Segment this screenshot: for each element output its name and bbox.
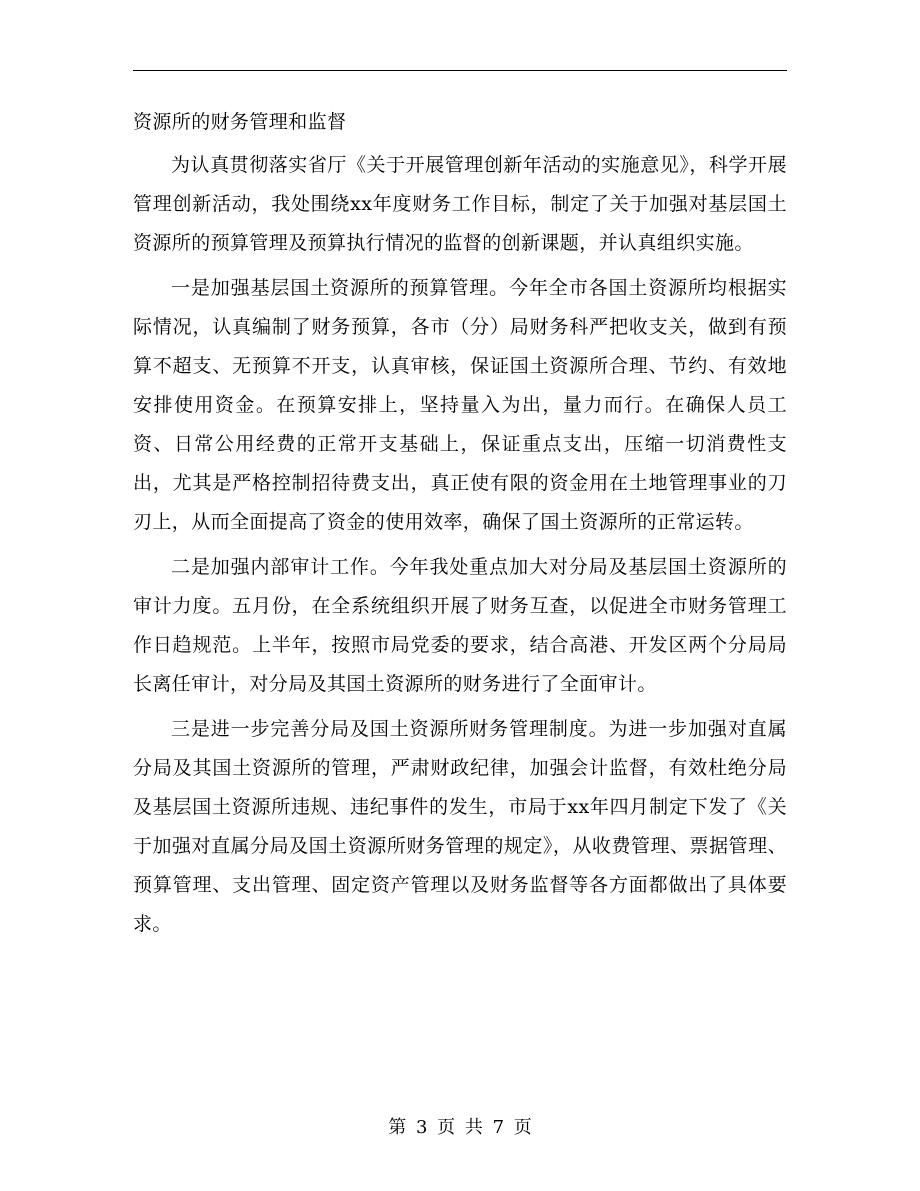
- document-title: 资源所的财务管理和监督: [133, 111, 347, 133]
- page-number-footer: 第 3 页 共 7 页: [388, 1117, 532, 1138]
- document-body: [133, 103, 787, 950]
- paragraph-internal-audit: 二是加强内部审计工作。今年我处重点加大对分局及基层国土资源所的审计力度。五月份，在全系统组织开展了财务互查，以促进全市财务管理工作日趋规范。上半年，按照市局党委的要求，结合高港、开发区两个分局局长离任审计，对分局及其国土资源所的财务进行了全面审计。: [133, 556, 787, 695]
- paragraph-management-system: 三是进一步完善分局及国土资源所财务管理制度。为进一步加强对直属分局及其国土资源所的管理，严肃财政纪律，加强会计监督，有效杜绝分局及基层国土资源所违规、违纪事件的发生，市局于xx年四月制定下发了《关于加强对直属分局及国土资源所财务管理的规定》，从收费管理、票据管理、预算管理、支出管理、固定资产管理以及财务监督等各方面都做出了具体要求。: [133, 718, 787, 935]
- header-rule: [133, 70, 787, 71]
- paragraph-intro: 为认真贯彻落实省厅《关于开展管理创新年活动的实施意见》，科学开展管理创新活动，我处围绕xx年度财务工作目标，制定了关于加强对基层国土资源所的预算管理及预算执行情况的监督的创新课题，并认真组织实施。: [133, 154, 787, 254]
- paragraph-budget-management: 一是加强基层国土资源所的预算管理。今年全市各国土资源所均根据实际情况，认真编制了财务预算，各市（分）局财务科严把收支关，做到有预算不超支、无预算不开支，认真审核，保证国土资源所合理、节约、有效地安排使用资金。在预算安排上，坚持量入为出，量力而行。在确保人员工资、日常公用经费的正常开支基础上，保证重点支出，压缩一切消费性支出，尤其是严格控制招待费支出，真正使有限的资金用在土地管理事业的刀刃上，从而全面提高了资金的使用效率，确保了国土资源所的正常运转。: [133, 277, 787, 533]
